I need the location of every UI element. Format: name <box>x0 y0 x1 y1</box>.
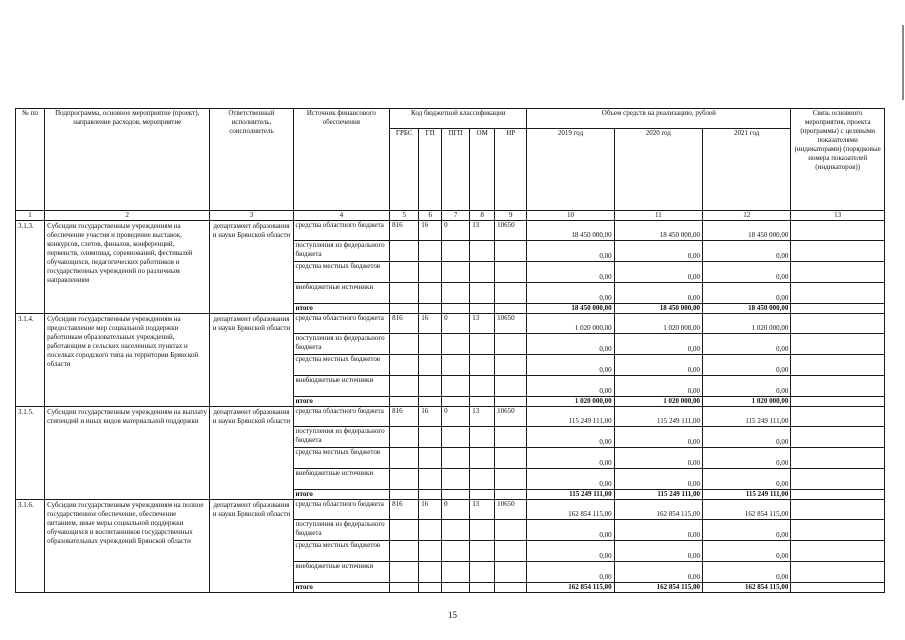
amount-2020: 0,00 <box>614 562 702 583</box>
code-nr <box>495 397 527 407</box>
amount-2019: 0,00 <box>527 562 614 583</box>
amount-2019: 0,00 <box>527 334 614 355</box>
amount-2019: 0,00 <box>527 376 614 397</box>
amount-2019: 0,00 <box>527 520 614 541</box>
funding-source: средства местных бюджетов <box>293 355 390 376</box>
code-grbs <box>390 283 419 304</box>
code-grbs: 816 <box>390 221 419 241</box>
code-om <box>470 355 495 376</box>
code-grbs <box>390 397 419 407</box>
page-number: 15 <box>448 610 457 620</box>
funding-source: внебюджетные источники <box>293 562 390 583</box>
code-pgp <box>442 562 470 583</box>
code-om: 13 <box>470 221 495 241</box>
code-nr <box>495 541 527 562</box>
amount-2019: 18 450 000,00 <box>527 221 614 241</box>
indicator-link <box>791 562 885 583</box>
amount-2021: 0,00 <box>703 334 791 355</box>
amount-2019: 1 020 000,00 <box>527 314 614 334</box>
code-gp <box>419 304 442 314</box>
indicator-link <box>791 541 885 562</box>
code-grbs <box>390 583 419 593</box>
header-year-2021: 2021 год <box>703 129 791 211</box>
item-number: 3.1.5. <box>16 407 45 500</box>
code-pgp <box>442 334 470 355</box>
indicator-link <box>791 304 885 314</box>
code-om <box>470 583 495 593</box>
indicator-link <box>791 355 885 376</box>
code-pgp: 0 <box>442 221 470 241</box>
amount-2019: 162 854 115,00 <box>527 500 614 520</box>
funding-source: итого <box>293 397 390 407</box>
indicator-link <box>791 490 885 500</box>
code-gp <box>419 583 442 593</box>
budget-table <box>15 108 885 593</box>
indicator-link <box>791 520 885 541</box>
item-responsible: департамент образования и науки Брянской области <box>210 500 293 593</box>
col-number: 8 <box>470 211 495 221</box>
header-volume: Объем средств на реализацию, рублей <box>527 109 791 129</box>
amount-2020: 162 854 115,00 <box>614 500 702 520</box>
code-gp <box>419 541 442 562</box>
code-om <box>470 490 495 500</box>
header-om: ОМ <box>470 129 495 211</box>
header-num: № пп <box>16 109 45 211</box>
code-gp <box>419 241 442 262</box>
col-number: 13 <box>791 211 885 221</box>
amount-2020: 1 020 000,00 <box>614 314 702 334</box>
item-responsible: департамент образования и науки Брянской области <box>210 314 293 407</box>
item-number: 3.1.3. <box>16 221 45 314</box>
amount-2021: 162 854 115,00 <box>703 500 791 520</box>
code-pgp <box>442 355 470 376</box>
amount-2020: 162 854 115,00 <box>614 583 702 593</box>
code-gp <box>419 427 442 448</box>
header-responsible: Ответственный исполнитель, соисполнитель <box>210 109 293 211</box>
amount-2021: 115 249 111,00 <box>703 490 791 500</box>
funding-source: поступления из федерального бюджета <box>293 241 390 262</box>
col-number: 4 <box>293 211 390 221</box>
code-gp <box>419 334 442 355</box>
code-pgp <box>442 283 470 304</box>
code-gp <box>419 355 442 376</box>
code-gp <box>419 490 442 500</box>
item-responsible: департамент образования и науки Брянской области <box>210 407 293 500</box>
code-nr <box>495 427 527 448</box>
code-grbs <box>390 562 419 583</box>
code-nr <box>495 283 527 304</box>
code-grbs <box>390 448 419 469</box>
code-nr <box>495 355 527 376</box>
code-om <box>470 520 495 541</box>
amount-2020: 0,00 <box>614 448 702 469</box>
code-om <box>470 427 495 448</box>
code-pgp <box>442 520 470 541</box>
amount-2020: 115 249 111,00 <box>614 407 702 427</box>
amount-2020: 1 020 000,00 <box>614 397 702 407</box>
code-grbs <box>390 469 419 490</box>
amount-2021: 0,00 <box>703 262 791 283</box>
indicator-link <box>791 334 885 355</box>
funding-source: средства областного бюджета <box>293 500 390 520</box>
header-link: Связь основного мероприятия, проекта (программы) с целевыми показателями (индикаторами) (порядковые номера показателей (индикаторов)) <box>791 109 885 211</box>
col-number: 12 <box>703 211 791 221</box>
amount-2021: 0,00 <box>703 283 791 304</box>
code-om <box>470 334 495 355</box>
col-number: 9 <box>495 211 527 221</box>
header-pgp: ПГП <box>442 129 470 211</box>
code-grbs <box>390 304 419 314</box>
indicator-link <box>791 221 885 241</box>
code-pgp: 0 <box>442 500 470 520</box>
amount-2019: 0,00 <box>527 262 614 283</box>
code-nr: 10650 <box>495 314 527 334</box>
item-description: Субсидии государственным учреждениям на выплату стипендий и иных видов материальной поддержки <box>45 407 210 500</box>
code-nr <box>495 490 527 500</box>
col-number: 1 <box>16 211 45 221</box>
code-pgp <box>442 304 470 314</box>
funding-source: поступления из федерального бюджета <box>293 334 390 355</box>
source-row <box>16 407 885 427</box>
code-nr <box>495 262 527 283</box>
indicator-link <box>791 500 885 520</box>
indicator-link <box>791 314 885 334</box>
amount-2021: 0,00 <box>703 376 791 397</box>
amount-2020: 0,00 <box>614 541 702 562</box>
indicator-link <box>791 283 885 304</box>
item-responsible: департамент образования и науки Брянской области <box>210 221 293 314</box>
code-om <box>470 241 495 262</box>
amount-2021: 0,00 <box>703 427 791 448</box>
scan-edge-line <box>902 25 904 100</box>
amount-2021: 18 450 000,00 <box>703 304 791 314</box>
header-name: Подпрограмма, основное мероприятие (проект), направление расходов, мероприятие <box>45 109 210 211</box>
amount-2019: 115 249 111,00 <box>527 490 614 500</box>
amount-2020: 18 450 000,00 <box>614 304 702 314</box>
code-grbs <box>390 334 419 355</box>
funding-source: средства областного бюджета <box>293 314 390 334</box>
code-nr <box>495 241 527 262</box>
funding-source: итого <box>293 490 390 500</box>
funding-source: средства местных бюджетов <box>293 448 390 469</box>
funding-source: внебюджетные источники <box>293 376 390 397</box>
header-source: Источник финансового обеспечения <box>293 109 390 211</box>
indicator-link <box>791 448 885 469</box>
column-number-row <box>16 211 885 221</box>
code-om: 13 <box>470 500 495 520</box>
code-nr <box>495 562 527 583</box>
amount-2021: 0,00 <box>703 448 791 469</box>
code-om: 13 <box>470 407 495 427</box>
amount-2020: 0,00 <box>614 520 702 541</box>
amount-2021: 1 020 000,00 <box>703 397 791 407</box>
code-gp: 16 <box>419 221 442 241</box>
indicator-link <box>791 241 885 262</box>
code-grbs <box>390 541 419 562</box>
amount-2020: 18 450 000,00 <box>614 221 702 241</box>
amount-2020: 0,00 <box>614 355 702 376</box>
amount-2020: 0,00 <box>614 469 702 490</box>
code-pgp <box>442 448 470 469</box>
code-om <box>470 541 495 562</box>
header-grbs: ГРБС <box>390 129 419 211</box>
col-number: 3 <box>210 211 293 221</box>
code-pgp <box>442 241 470 262</box>
code-nr <box>495 469 527 490</box>
header-row <box>16 109 885 129</box>
code-gp <box>419 562 442 583</box>
amount-2021: 0,00 <box>703 355 791 376</box>
code-gp <box>419 283 442 304</box>
code-om <box>470 469 495 490</box>
code-gp: 16 <box>419 314 442 334</box>
code-gp <box>419 448 442 469</box>
code-pgp: 0 <box>442 407 470 427</box>
col-number: 10 <box>527 211 614 221</box>
code-pgp <box>442 397 470 407</box>
indicator-link <box>791 407 885 427</box>
funding-source: средства областного бюджета <box>293 221 390 241</box>
code-pgp <box>442 262 470 283</box>
amount-2020: 0,00 <box>614 262 702 283</box>
item-number: 3.1.6. <box>16 500 45 593</box>
amount-2019: 0,00 <box>527 283 614 304</box>
amount-2019: 0,00 <box>527 541 614 562</box>
indicator-link <box>791 427 885 448</box>
code-nr: 10650 <box>495 500 527 520</box>
code-pgp <box>442 376 470 397</box>
header-year-2019: 2019 год <box>527 129 614 211</box>
amount-2021: 0,00 <box>703 469 791 490</box>
funding-source: поступления из федерального бюджета <box>293 427 390 448</box>
funding-source: внебюджетные источники <box>293 469 390 490</box>
item-number: 3.1.4. <box>16 314 45 407</box>
item-description: Субсидии государственным учреждениям на обеспечение участия и проведение выставок, конкурсов, слетов, финалов, конференций, первенств, олимпиад, соревнований, фестивалей обучающихся, педагогических работников и государственных учреждений по различным направлениям <box>45 221 210 314</box>
amount-2020: 0,00 <box>614 376 702 397</box>
source-row <box>16 500 885 520</box>
code-nr <box>495 520 527 541</box>
code-om <box>470 397 495 407</box>
code-gp: 16 <box>419 500 442 520</box>
amount-2019: 18 450 000,00 <box>527 304 614 314</box>
code-pgp <box>442 583 470 593</box>
amount-2019: 0,00 <box>527 469 614 490</box>
amount-2019: 0,00 <box>527 355 614 376</box>
col-number: 11 <box>614 211 702 221</box>
amount-2020: 0,00 <box>614 241 702 262</box>
col-number: 2 <box>45 211 210 221</box>
item-description: Субсидии государственным учреждениям на предоставление мер социальной поддержки работникам образовательных учреждений, работающим в сельских населенных пунктах и поселках городского типа на территории Брянской области <box>45 314 210 407</box>
source-row <box>16 221 885 241</box>
code-nr <box>495 376 527 397</box>
code-pgp: 0 <box>442 314 470 334</box>
code-grbs <box>390 262 419 283</box>
code-nr: 10650 <box>495 407 527 427</box>
col-number: 7 <box>442 211 470 221</box>
code-pgp <box>442 469 470 490</box>
amount-2019: 0,00 <box>527 427 614 448</box>
amount-2021: 0,00 <box>703 241 791 262</box>
code-gp <box>419 397 442 407</box>
amount-2019: 162 854 115,00 <box>527 583 614 593</box>
code-om <box>470 262 495 283</box>
code-gp <box>419 262 442 283</box>
code-gp <box>419 520 442 541</box>
code-nr <box>495 334 527 355</box>
amount-2020: 0,00 <box>614 427 702 448</box>
code-grbs <box>390 376 419 397</box>
amount-2021: 1 020 000,00 <box>703 314 791 334</box>
item-description: Субсидии государственным учреждениям на полное государственное обеспечение, обеспечение питанием, иные меры социальной поддержки обучающихся и воспитанников государственных образовательных учреждений Брянской области <box>45 500 210 593</box>
code-grbs <box>390 520 419 541</box>
code-grbs <box>390 427 419 448</box>
amount-2019: 0,00 <box>527 448 614 469</box>
source-row <box>16 314 885 334</box>
indicator-link <box>791 583 885 593</box>
funding-source: средства местных бюджетов <box>293 262 390 283</box>
amount-2019: 0,00 <box>527 241 614 262</box>
amount-2020: 0,00 <box>614 283 702 304</box>
code-gp <box>419 469 442 490</box>
code-nr: 10650 <box>495 221 527 241</box>
amount-2021: 18 450 000,00 <box>703 221 791 241</box>
amount-2020: 0,00 <box>614 334 702 355</box>
code-pgp <box>442 427 470 448</box>
funding-source: средства местных бюджетов <box>293 541 390 562</box>
code-nr <box>495 583 527 593</box>
code-gp: 16 <box>419 407 442 427</box>
code-nr <box>495 304 527 314</box>
funding-source: внебюджетные источники <box>293 283 390 304</box>
funding-source: поступления из федерального бюджета <box>293 520 390 541</box>
amount-2021: 0,00 <box>703 541 791 562</box>
code-grbs <box>390 241 419 262</box>
code-nr <box>495 448 527 469</box>
amount-2020: 115 249 111,00 <box>614 490 702 500</box>
indicator-link <box>791 376 885 397</box>
amount-2021: 0,00 <box>703 520 791 541</box>
code-om <box>470 376 495 397</box>
header-year-2020: 2020 год <box>614 129 702 211</box>
amount-2019: 1 020 000,00 <box>527 397 614 407</box>
code-grbs: 816 <box>390 314 419 334</box>
col-number: 5 <box>390 211 419 221</box>
code-gp <box>419 376 442 397</box>
code-om <box>470 448 495 469</box>
code-om <box>470 304 495 314</box>
header-gp: ГП <box>419 129 442 211</box>
code-om: 13 <box>470 314 495 334</box>
amount-2021: 115 249 111,00 <box>703 407 791 427</box>
code-pgp <box>442 490 470 500</box>
funding-source: средства областного бюджета <box>293 407 390 427</box>
amount-2021: 0,00 <box>703 562 791 583</box>
code-grbs <box>390 355 419 376</box>
funding-source: итого <box>293 583 390 593</box>
code-grbs: 816 <box>390 500 419 520</box>
col-number: 6 <box>419 211 442 221</box>
funding-source: итого <box>293 304 390 314</box>
code-om <box>470 283 495 304</box>
amount-2019: 115 249 111,00 <box>527 407 614 427</box>
indicator-link <box>791 397 885 407</box>
code-om <box>470 562 495 583</box>
header-nr: НР <box>495 129 527 211</box>
amount-2021: 162 854 115,00 <box>703 583 791 593</box>
indicator-link <box>791 262 885 283</box>
indicator-link <box>791 469 885 490</box>
code-grbs: 816 <box>390 407 419 427</box>
header-budget-code: Код бюджетной классификации <box>390 109 527 129</box>
code-pgp <box>442 541 470 562</box>
code-grbs <box>390 490 419 500</box>
